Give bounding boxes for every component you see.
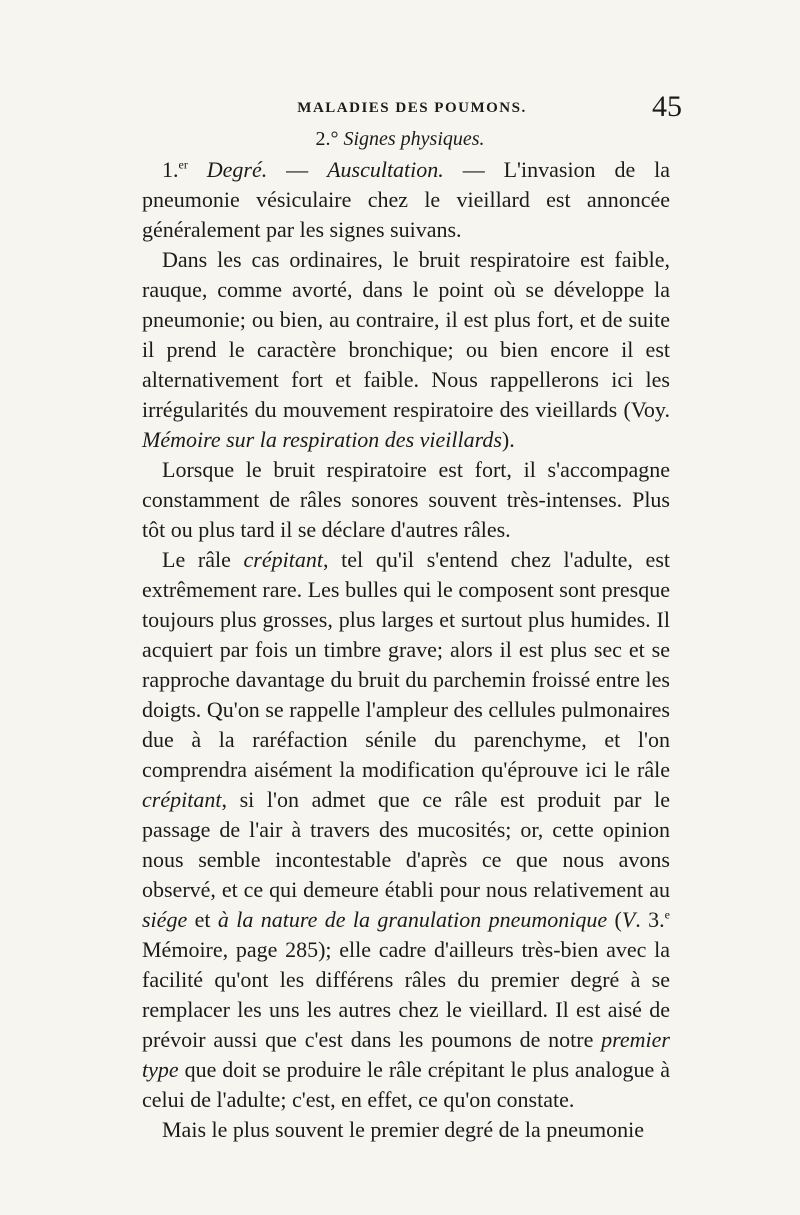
p4-text-1: Le râle	[162, 547, 244, 572]
paragraph-5: Mais le plus souvent le premier degré de la pneumonie	[162, 1117, 645, 1142]
page-header	[142, 90, 682, 126]
paragraph-1-text: — L'invasion de la pneumonie vésiculaire chez le vieillard est annoncée généralement par les signes suivans.	[142, 157, 671, 242]
p4-text-5: (	[607, 907, 622, 932]
paragraph-3: Lorsque le bruit respiratoire est fort, il s'accompagne constamment de râles sonores souvent très-intenses. Plus tôt ou plus tard il se déclare d'autres râles.	[142, 457, 670, 542]
body-text	[142, 155, 670, 1145]
memoir-reference: Mémoire sur la respiration des vieillards	[142, 427, 502, 452]
p4-text-7: Mémoire, page 285); elle cadre d'ailleurs très-bien avec la facilité qu'ont les différens râles du premier degré à se remplacer les uns les autres chez le vieillard. Il est aisé de prévoir aussi que c'est dans les poumons de notre	[142, 937, 670, 1052]
degree-label: Degré.	[206, 157, 268, 182]
p4-italic-2: crépitant	[142, 787, 222, 812]
p4-text-6: . 3.	[635, 907, 665, 932]
running-head: MALADIES DES POUMONS.	[297, 100, 527, 116]
paragraph-1	[142, 155, 670, 245]
paragraph-4	[142, 545, 670, 1115]
p4-text-4: et	[187, 907, 218, 932]
page-number: 45	[652, 90, 682, 123]
p4-text-2: , tel qu'il s'entend chez l'adulte, est extrêmement rare. Les bulles qui le composent sont presque toujours plus grosses, plus larges et surtout plus humides. Il acquiert par fois un timbre grave; alors il est plus sec et se rapproche davantage du bruit du parchemin froissé entre les doigts. Qu'on se rappelle l'ampleur des cellules pulmonaires due à la raréfaction sénile du parenchyme, et l'on comprendra aisément la modification qu'éprouve ici le râle	[142, 547, 670, 782]
p4-italic-4: à la nature de la granulation pneumonique	[217, 907, 608, 932]
dash: —	[267, 157, 328, 182]
section-number: 2.°	[315, 128, 339, 150]
paragraph-2-end: ).	[501, 427, 515, 452]
p4-superscript: e	[664, 907, 670, 922]
p4-italic-1: crépitant	[243, 547, 323, 572]
p4-text-8: que doit se produire le râle crépitant le plus analogue à celui de l'adulte; c'est, en effet, ce qu'on constate.	[142, 1057, 670, 1112]
p4-italic-6: premier type	[142, 1027, 670, 1082]
degree-superscript: er	[178, 157, 188, 172]
p4-italic-3: siége	[142, 907, 188, 932]
paragraph-2	[142, 245, 670, 455]
p4-text-3: , si l'on admet que ce râle est produit par le passage de l'air à travers des mucosités; or, cette opinion nous semble incontestable d'après ce que nous avons observé, et ce qui demeure établi pour nous relativement au	[142, 787, 670, 902]
section-title	[0, 125, 800, 153]
degree-number: 1.	[162, 157, 179, 182]
auscultation-heading: Auscultation.	[327, 157, 444, 182]
p4-italic-5: V	[621, 907, 636, 932]
section-title-text: Signes physiques.	[343, 128, 485, 150]
paragraph-2-text: Dans les cas ordinaires, le bruit respiratoire est faible, rauque, comme avorté, dans le point où se développe la pneumonie; ou bien, au contraire, il est plus fort, et de suite il prend le caractère bronchique; ou bien encore il est alternativement fort et faible. Nous rappellerons ici les irrégularités du mouvement respiratoire des vieillards (Voy.	[142, 247, 670, 422]
